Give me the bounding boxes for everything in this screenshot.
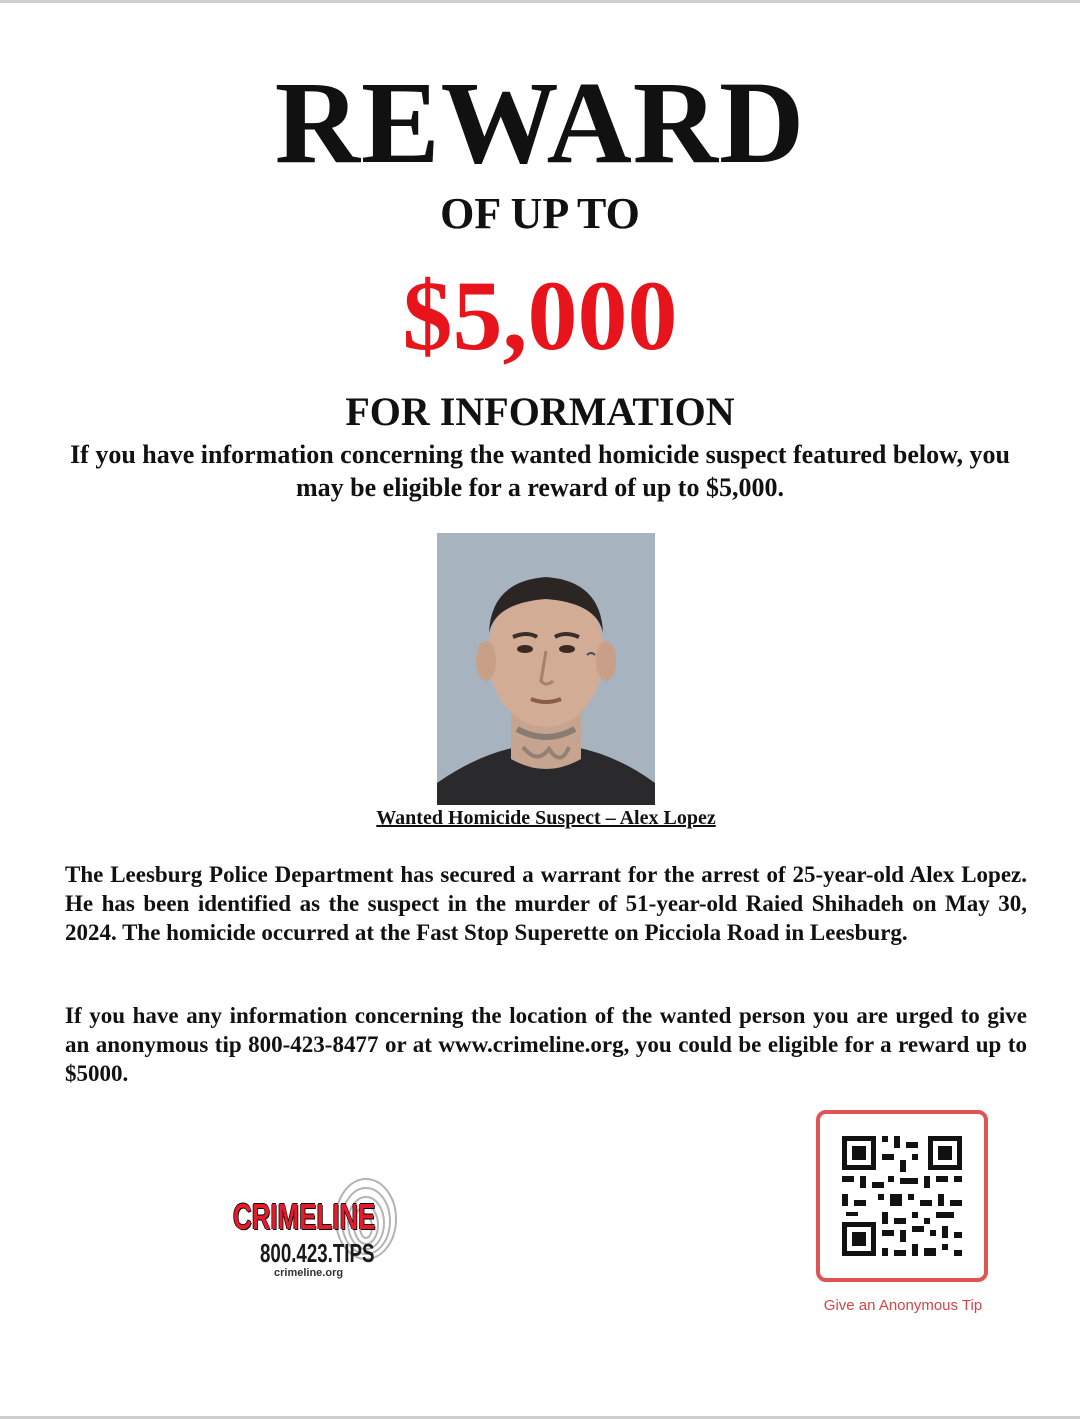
qr-code-icon	[820, 1114, 984, 1278]
qr-code-label: Give an Anonymous Tip	[823, 1297, 983, 1314]
for-information-heading: FOR INFORMATION	[345, 389, 735, 434]
suspect-photo-illustration	[437, 533, 655, 805]
subheadline: OF UP TO	[440, 189, 640, 238]
crimeline-logo-phone: 800.423.TIPS	[260, 1238, 375, 1268]
crimeline-logo-url: crimeline.org	[274, 1267, 344, 1279]
crimeline-logo-title: CRIMELINE	[233, 1196, 376, 1237]
case-details-paragraph: The Leesburg Police Department has secured a warrant for the arrest of 25-year-old Alex Lopez. He has been identified as the suspect in the murder of 51-year-old Raied Shihadeh on May 30, 2024. The homicide occurred at the Fast Stop Superette on Picciola Road in Leesburg.	[65, 862, 1027, 945]
tip-instructions-paragraph: If you have any information concerning the location of the wanted person you are urged to give an anonymous tip 800-423-8477 or at www.crimeline.org, you could be eligible for a reward up to $5000.	[65, 1003, 1027, 1086]
suspect-photo	[437, 533, 655, 805]
intro-text: If you have information concerning the wanted homicide suspect featured below, you may be eligible for a reward of up to $5,000.	[70, 440, 1010, 502]
reward-amount: $5,000	[402, 260, 678, 371]
photo-caption: Wanted Homicide Suspect – Alex Lopez	[376, 807, 716, 829]
qr-code[interactable]	[816, 1110, 988, 1282]
headline: REWARD	[274, 57, 806, 188]
crimeline-logo	[228, 1175, 408, 1285]
